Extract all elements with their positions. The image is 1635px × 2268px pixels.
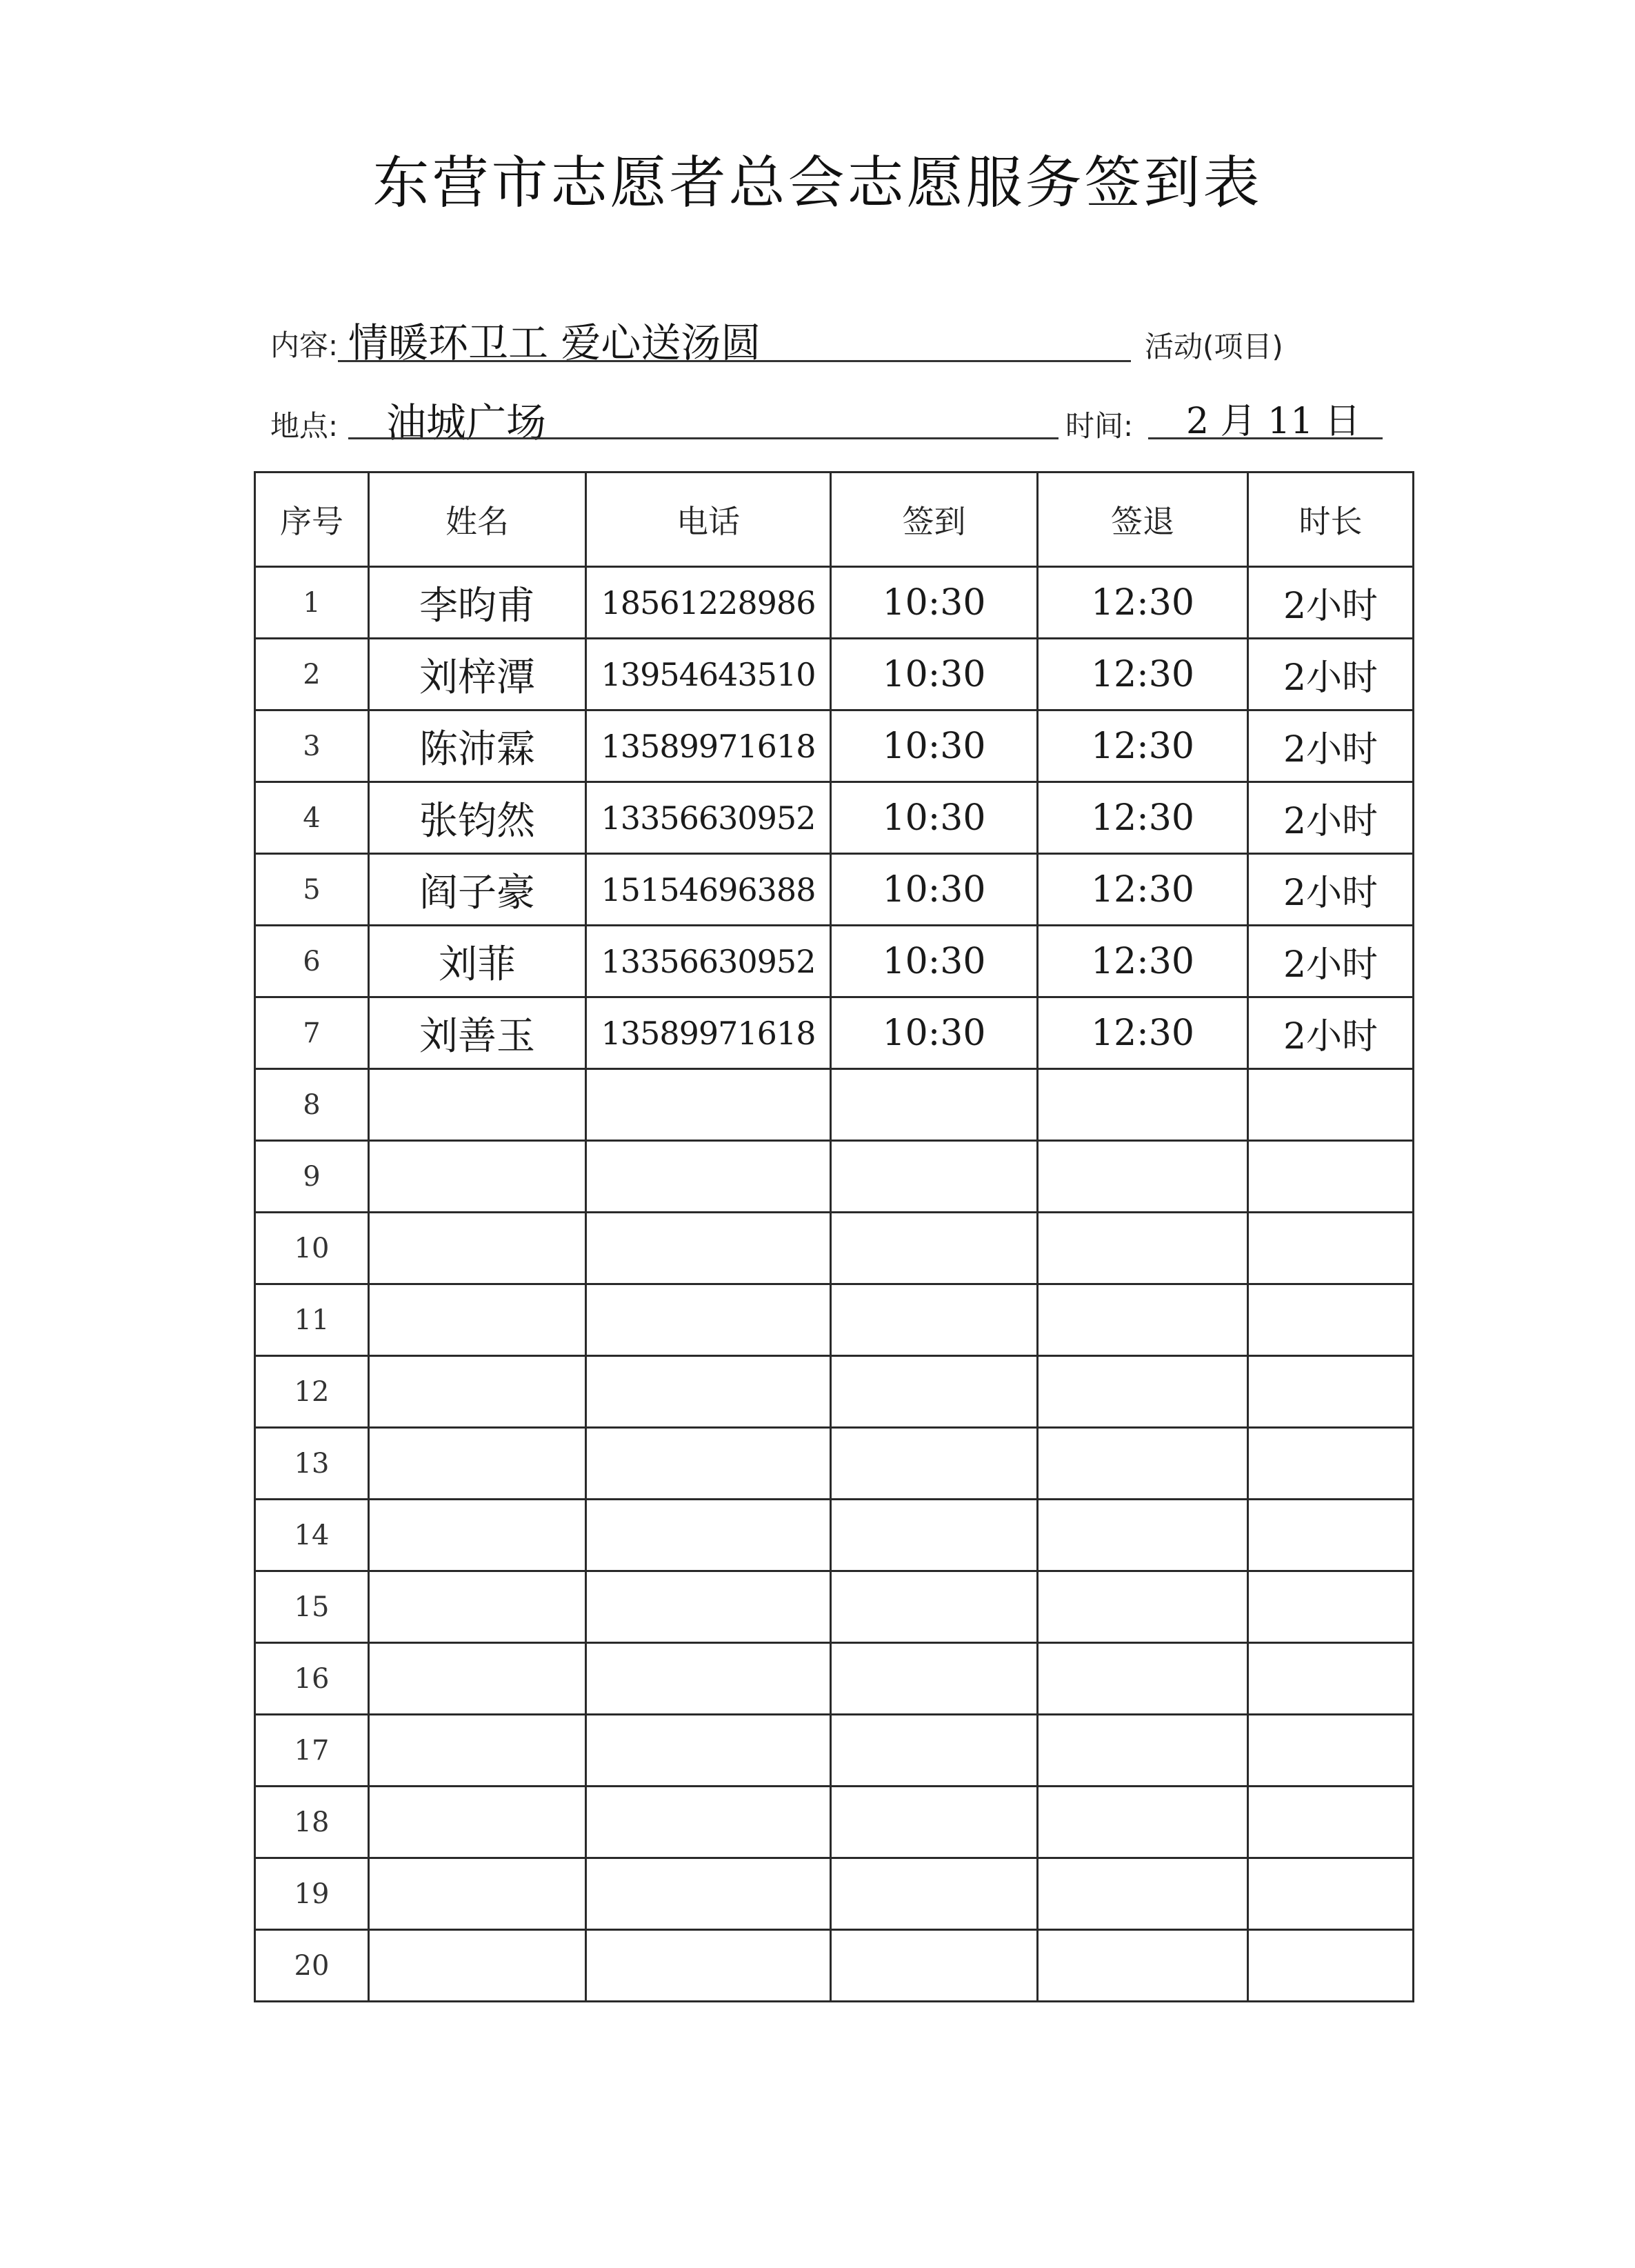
cell-phone [586, 1571, 831, 1643]
cell-signout [1038, 1500, 1248, 1571]
cell-duration: 2小时 [1248, 567, 1414, 639]
content-underline [338, 360, 1131, 362]
signin-table [254, 471, 1414, 2002]
cell-name [369, 1500, 586, 1571]
row-number: 7 [255, 997, 369, 1069]
table-row [255, 1213, 1414, 1284]
cell-signout: 12:30 [1038, 710, 1248, 782]
cell-duration [1248, 1284, 1414, 1356]
row-number: 5 [255, 854, 369, 926]
cell-duration [1248, 1571, 1414, 1643]
cell-signout: 12:30 [1038, 854, 1248, 926]
cell-name: 张钧然 [369, 782, 586, 854]
cell-signout [1038, 1571, 1248, 1643]
cell-name [369, 1069, 586, 1141]
cell-name: 阎子豪 [369, 854, 586, 926]
cell-signout: 12:30 [1038, 926, 1248, 997]
table-row [255, 1787, 1414, 1858]
cell-duration [1248, 1500, 1414, 1571]
col-header-signout: 签退 [1038, 472, 1248, 567]
cell-signin [831, 1858, 1038, 1930]
row-number: 2 [255, 639, 369, 710]
location-label: 地点: [270, 409, 339, 443]
cell-signout [1038, 1356, 1248, 1428]
table-row [255, 1141, 1414, 1213]
row-number: 12 [255, 1356, 369, 1428]
cell-signin [831, 1428, 1038, 1500]
col-header-duration: 时长 [1248, 472, 1414, 567]
cell-phone [586, 1356, 831, 1428]
cell-phone [586, 1284, 831, 1356]
table-row [255, 1643, 1414, 1715]
cell-phone [586, 1715, 831, 1787]
cell-signout: 12:30 [1038, 639, 1248, 710]
cell-signout [1038, 1930, 1248, 2002]
row-number: 4 [255, 782, 369, 854]
cell-phone [586, 1930, 831, 2002]
row-number: 20 [255, 1930, 369, 2002]
cell-signin [831, 1643, 1038, 1715]
date-value: 2 月 11 日 [1186, 401, 1361, 442]
table-row [255, 1069, 1414, 1141]
table-row [255, 1930, 1414, 2002]
table-row [255, 782, 1414, 854]
cell-phone [586, 1428, 831, 1500]
table-row [255, 926, 1414, 997]
cell-phone: 13589971618 [586, 710, 831, 782]
cell-duration [1248, 1715, 1414, 1787]
cell-name: 李昀甫 [369, 567, 586, 639]
table-row [255, 1428, 1414, 1500]
cell-duration [1248, 1858, 1414, 1930]
row-number: 6 [255, 926, 369, 997]
row-number: 1 [255, 567, 369, 639]
cell-phone: 13954643510 [586, 639, 831, 710]
row-number: 19 [255, 1858, 369, 1930]
row-number: 11 [255, 1284, 369, 1356]
table-row [255, 1571, 1414, 1643]
cell-phone: 13589971618 [586, 997, 831, 1069]
cell-duration: 2小时 [1248, 854, 1414, 926]
cell-duration [1248, 1428, 1414, 1500]
date-underline [1148, 437, 1383, 439]
activity-suffix: 活动(项目) [1145, 330, 1283, 364]
cell-name [369, 1141, 586, 1213]
table-row [255, 1500, 1414, 1571]
row-number: 10 [255, 1213, 369, 1284]
cell-signin: 10:30 [831, 710, 1038, 782]
cell-name: 刘梓潭 [369, 639, 586, 710]
cell-phone [586, 1141, 831, 1213]
cell-signin: 10:30 [831, 639, 1038, 710]
row-number: 18 [255, 1787, 369, 1858]
cell-duration: 2小时 [1248, 926, 1414, 997]
col-header-signin: 签到 [831, 472, 1038, 567]
cell-signin [831, 1141, 1038, 1213]
table-row [255, 997, 1414, 1069]
cell-phone: 13356630952 [586, 926, 831, 997]
cell-name [369, 1356, 586, 1428]
cell-signout [1038, 1428, 1248, 1500]
cell-phone [586, 1069, 831, 1141]
row-number: 16 [255, 1643, 369, 1715]
location-underline [348, 437, 1059, 439]
row-number: 9 [255, 1141, 369, 1213]
cell-phone [586, 1787, 831, 1858]
cell-duration: 2小时 [1248, 782, 1414, 854]
cell-duration: 2小时 [1248, 639, 1414, 710]
table-row [255, 567, 1414, 639]
cell-signin [831, 1930, 1038, 2002]
cell-signin [831, 1069, 1038, 1141]
table-row [255, 1715, 1414, 1787]
cell-phone [586, 1858, 831, 1930]
cell-name [369, 1715, 586, 1787]
row-number: 13 [255, 1428, 369, 1500]
content-label: 内容: [270, 328, 339, 362]
cell-duration [1248, 1930, 1414, 2002]
form-title: 东营市志愿者总会志愿服务签到表 [372, 150, 1263, 216]
cell-name [369, 1428, 586, 1500]
cell-signin [831, 1787, 1038, 1858]
cell-phone [586, 1643, 831, 1715]
time-label: 时间: [1065, 409, 1134, 443]
row-number: 14 [255, 1500, 369, 1571]
cell-duration [1248, 1643, 1414, 1715]
cell-name: 刘菲 [369, 926, 586, 997]
cell-signin [831, 1571, 1038, 1643]
cell-signout [1038, 1858, 1248, 1930]
cell-signin: 10:30 [831, 997, 1038, 1069]
cell-duration [1248, 1141, 1414, 1213]
cell-name [369, 1571, 586, 1643]
cell-signin [831, 1356, 1038, 1428]
table-header-row [255, 472, 1414, 567]
col-header-no: 序号 [255, 472, 369, 567]
cell-duration: 2小时 [1248, 710, 1414, 782]
cell-signin: 10:30 [831, 854, 1038, 926]
table-row [255, 854, 1414, 926]
cell-phone: 13356630952 [586, 782, 831, 854]
cell-duration [1248, 1787, 1414, 1858]
cell-signout: 12:30 [1038, 782, 1248, 854]
cell-signin [831, 1500, 1038, 1571]
cell-signin: 10:30 [831, 926, 1038, 997]
table-row [255, 1356, 1414, 1428]
content-value: 情暖环卫工 爱心送汤圆 [348, 319, 761, 366]
table-row [255, 639, 1414, 710]
cell-name [369, 1858, 586, 1930]
cell-signout [1038, 1284, 1248, 1356]
location-value: 油城广场 [386, 399, 547, 446]
cell-phone: 18561228986 [586, 567, 831, 639]
cell-signin [831, 1715, 1038, 1787]
cell-duration [1248, 1069, 1414, 1141]
cell-signout [1038, 1643, 1248, 1715]
cell-name [369, 1930, 586, 2002]
cell-signout: 12:30 [1038, 997, 1248, 1069]
cell-signout [1038, 1069, 1248, 1141]
cell-signout: 12:30 [1038, 567, 1248, 639]
cell-duration [1248, 1356, 1414, 1428]
col-header-name: 姓名 [369, 472, 586, 567]
cell-signout [1038, 1715, 1248, 1787]
table-row [255, 1284, 1414, 1356]
col-header-phone: 电话 [586, 472, 831, 567]
cell-signin: 10:30 [831, 567, 1038, 639]
table-row [255, 710, 1414, 782]
cell-duration: 2小时 [1248, 997, 1414, 1069]
cell-name [369, 1284, 586, 1356]
cell-signout [1038, 1213, 1248, 1284]
cell-name [369, 1787, 586, 1858]
row-number: 15 [255, 1571, 369, 1643]
cell-duration [1248, 1213, 1414, 1284]
cell-signin: 10:30 [831, 782, 1038, 854]
cell-signout [1038, 1141, 1248, 1213]
row-number: 17 [255, 1715, 369, 1787]
cell-name: 陈沛霖 [369, 710, 586, 782]
table-row [255, 1858, 1414, 1930]
cell-signout [1038, 1787, 1248, 1858]
cell-name [369, 1643, 586, 1715]
cell-signin [831, 1213, 1038, 1284]
cell-signin [831, 1284, 1038, 1356]
cell-phone [586, 1213, 831, 1284]
cell-phone: 15154696388 [586, 854, 831, 926]
cell-phone [586, 1500, 831, 1571]
cell-name: 刘善玉 [369, 997, 586, 1069]
row-number: 8 [255, 1069, 369, 1141]
cell-name [369, 1213, 586, 1284]
row-number: 3 [255, 710, 369, 782]
